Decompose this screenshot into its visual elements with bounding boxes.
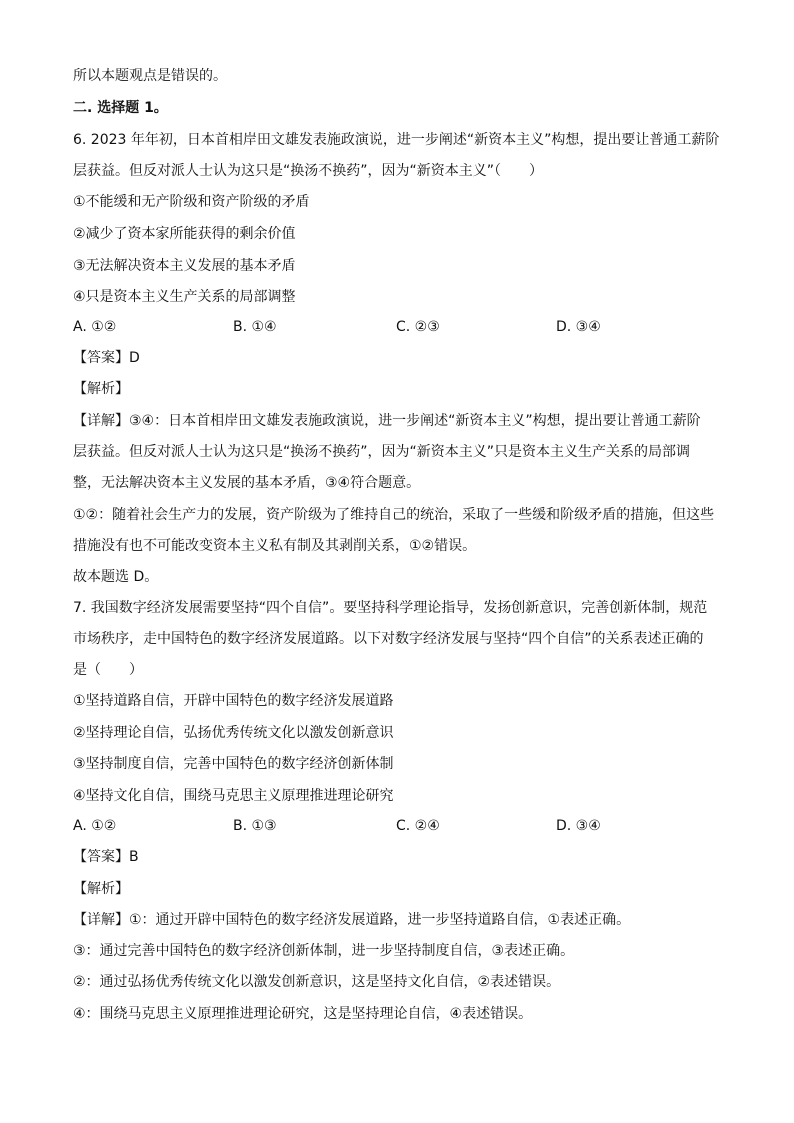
q7-answer: 【答案】B <box>73 849 139 865</box>
q7-statement-3: ③坚持制度自信，完善中国特色的数字经济创新体制 <box>73 756 394 772</box>
q6-option-a: A. ①② <box>73 319 117 335</box>
q6-statement-2: ②减少了资本家所能获得的剩余价值 <box>73 226 296 242</box>
q7-statement-1: ①坚持道路自信，开辟中国特色的数字经济发展道路 <box>73 693 394 709</box>
q7-option-c: C. ②④ <box>396 818 440 834</box>
q7-detail-line-4: ④：围绕马克思主义原理推进理论研究，这是坚持理论自信，④表述错误。 <box>73 1006 533 1022</box>
q7-statement-4: ④坚持文化自信，围绕马克思主义原理推进理论研究 <box>73 788 394 804</box>
q6-option-b: B. ①④ <box>233 319 277 335</box>
q6-stem-line-2: 层获益。但反对派人士认为这只是“换汤不换药”，因为“新资本主义”（ ） <box>73 163 544 179</box>
q6-statement-3: ③无法解决资本主义发展的基本矛盾 <box>73 258 296 274</box>
q6-conclusion: 故本题选 D。 <box>73 569 159 585</box>
q6-analysis-label: 【解析】 <box>73 381 129 397</box>
q7-statement-2: ②坚持理论自信，弘扬优秀传统文化以激发创新意识 <box>73 725 394 741</box>
q7-option-d: D. ③④ <box>556 818 601 834</box>
q6-statement-1: ①不能缓和无产阶级和资产阶级的矛盾 <box>73 194 310 210</box>
q6-stem-line-1: 6. 2023 年年初，日本首相岸田文雄发表施政演说，进一步阐述“新资本主义”构想，提出要让普通工薪阶 <box>73 132 720 148</box>
q7-detail-line-2: ③：通过完善中国特色的数字经济创新体制，进一步坚持制度自信，③表述正确。 <box>73 943 575 959</box>
q7-detail-line-1: 【详解】①：通过开辟中国特色的数字经济发展道路，进一步坚持道路自信，①表述正确。 <box>73 912 631 928</box>
q7-option-b: B. ①③ <box>233 818 277 834</box>
q6-option-d: D. ③④ <box>556 319 601 335</box>
q6-answer: 【答案】D <box>73 350 140 366</box>
previous-conclusion: 所以本题观点是错误的。 <box>73 68 227 84</box>
q7-detail-line-3: ②：通过弘扬优秀传统文化以激发创新意识，这是坚持文化自信，②表述错误。 <box>73 974 561 990</box>
q7-analysis-label: 【解析】 <box>73 881 129 897</box>
q7-option-a: A. ①② <box>73 818 117 834</box>
q6-statement-4: ④只是资本主义生产关系的局部调整 <box>73 289 296 305</box>
q7-stem-line-2: 市场秩序，走中国特色的数字经济发展道路。以下对数字经济发展与坚持“四个自信”的关系表述正确的 <box>73 631 704 647</box>
q7-stem-line-1: 7. 我国数字经济发展需要坚持“四个自信”。要坚持科学理论指导，发扬创新意识，完善创新体制，规范 <box>73 600 708 616</box>
q6-detail-line-2: 层获益。但反对派人士认为这只是“换汤不换药”，因为“新资本主义”只是资本主义生产关系的局部调 <box>73 444 691 460</box>
q6-detail-line-4: ①②：随着社会生产力的发展，资产阶级为了维持自己的统治，采取了一些缓和阶级矛盾的措施，但这些 <box>73 507 715 523</box>
q7-stem-line-3: 是（ ） <box>73 662 143 678</box>
section-heading: 二. 选择题 1。 <box>73 100 168 116</box>
q6-detail-line-5: 措施没有也不可能改变资本主义私有制及其剥削关系，①②错误。 <box>73 538 477 554</box>
q6-detail-line-3: 整，无法解决资本主义发展的基本矛盾，③④符合题意。 <box>73 475 421 491</box>
q6-detail-line-1: 【详解】③④：日本首相岸田文雄发表施政演说，进一步阐述“新资本主义”构想，提出要让普通工薪阶 <box>73 413 701 429</box>
q6-option-c: C. ②③ <box>396 319 440 335</box>
